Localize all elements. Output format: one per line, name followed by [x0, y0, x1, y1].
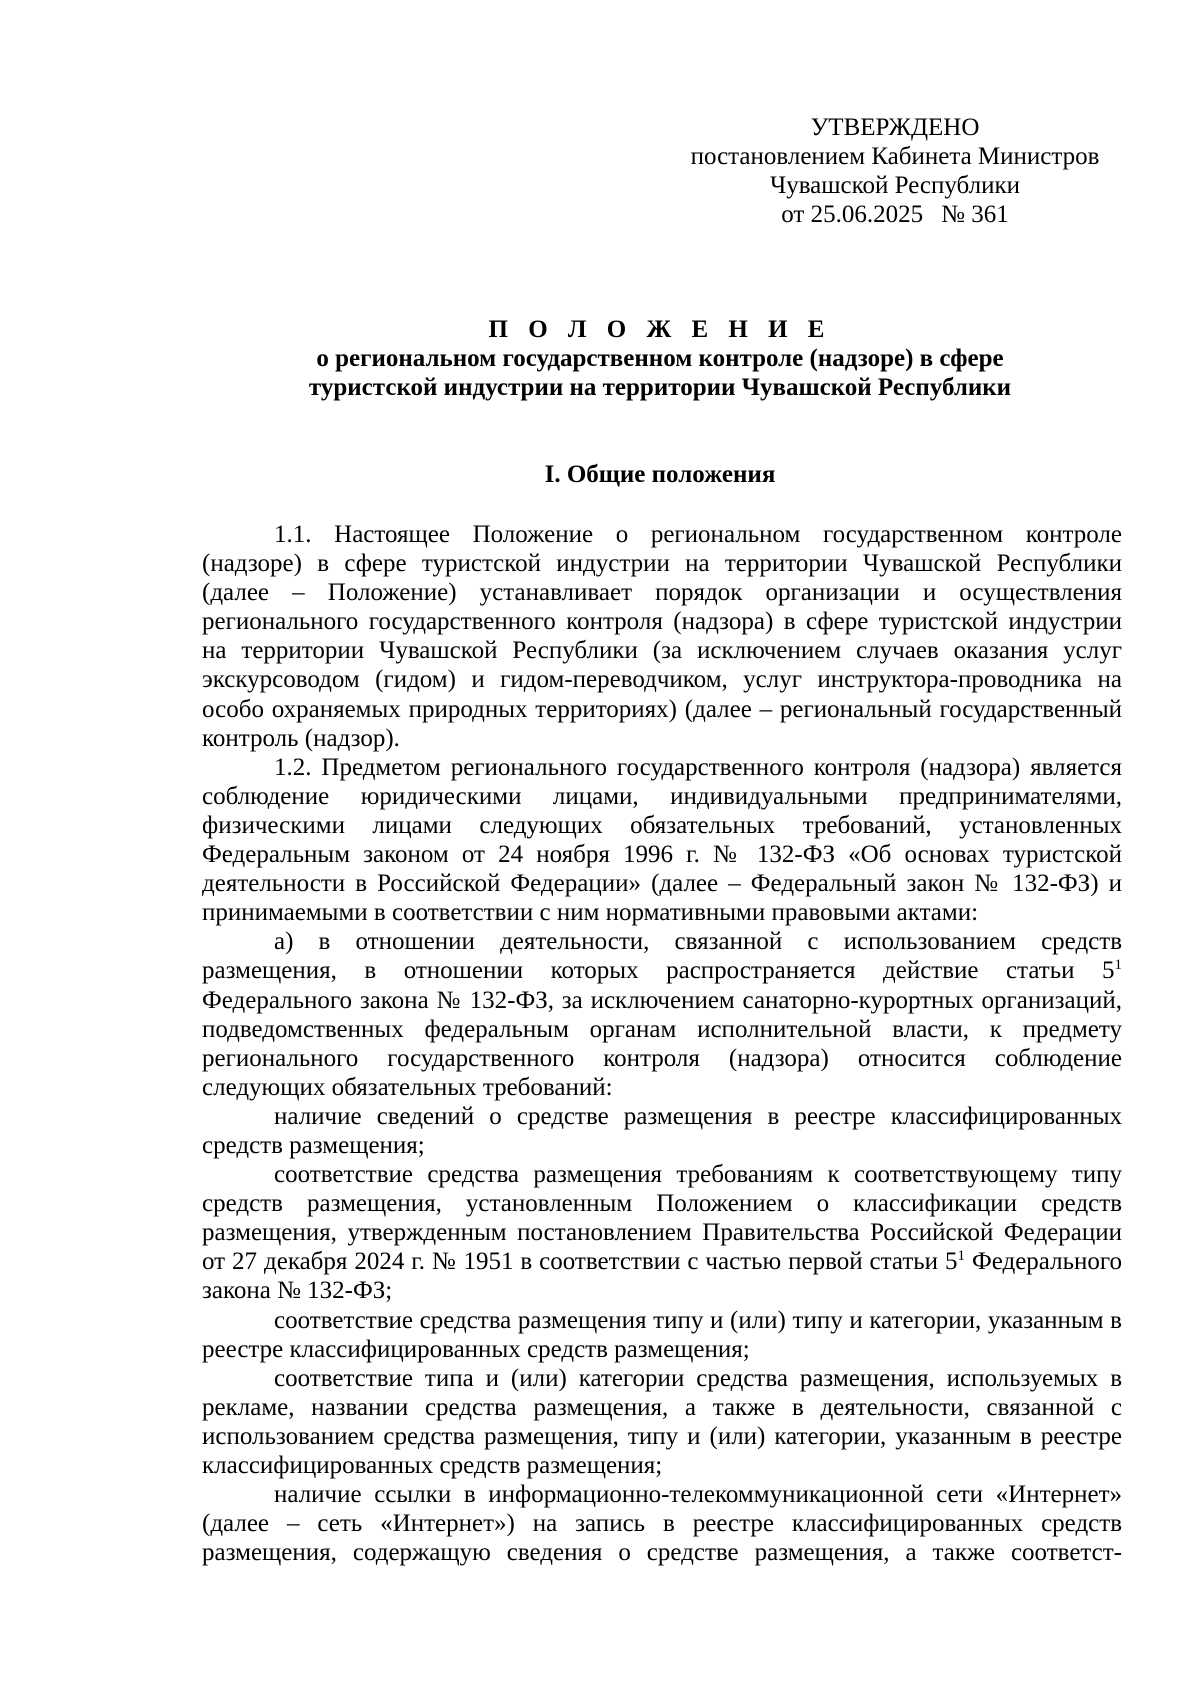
- paragraph-type-category: соответствие средства размещения типу и (или) типу и категории, указанным в реестре классифицированных средств размещения;: [202, 1306, 1122, 1363]
- superscript: 1: [957, 1248, 965, 1265]
- paragraph-1-2: 1.2. Предметом регионального государственного контроля (надзора) является соблюдение юридическими лицами, индивидуальными предпринимателями, физическими лицами следующих обязательных требований, установленных Федеральным законом от 24 ноября 1996 г. № 132-ФЗ «Об основах туристской деятельности в Российской Федерации» (далее – Федеральный закон № 132-ФЗ) и принимаемыми в соответствии с ним нормативными правовыми актами:: [202, 753, 1122, 927]
- paragraph-advertising: соответствие типа и (или) категории средства размещения, используемых в рекламе, названии средства размещения, а также в деятельности, связанной с использованием средства размещения, типу и (или) категории, указанным в реестре классифицированных средств размещения;: [202, 1364, 1122, 1479]
- paragraph-internet-link: наличие ссылки в информационно-телекоммуникационной сети «Интернет» (далее – сеть «Интернет») на запись в реестре классифицированных средств размещения, содержащую сведения о средстве размещения, а также соответст-: [202, 1481, 1122, 1567]
- title-subtitle-line1: о региональном государственном контроле (надзоре) в сфере: [316, 345, 1004, 372]
- paragraph-type-compliance: [202, 1160, 1122, 1305]
- approval-authority: постановлением Кабинета Министров: [690, 143, 1100, 170]
- paragraph-a: [202, 927, 1122, 1102]
- approval-label: УТВЕРЖДЕНО: [810, 114, 980, 141]
- superscript: 1: [1114, 957, 1122, 974]
- approval-date-number: [660, 200, 1130, 229]
- approval-number: № 361: [941, 201, 1009, 228]
- approval-date: от 25.06.2025: [781, 201, 924, 228]
- approval-region: Чувашской Республики: [769, 172, 1021, 199]
- document-title: [200, 315, 1120, 402]
- paragraph-type-compliance-text: соответствие средства размещения требованиям к соответствующему типу средств размещения, установленным Положением о классификации средств размещения, утвержденным постановлением Правительства Российской Федерации от 27 декабря 2024 г. № 1951 в соответствии с частью первой статьи 5: [202, 1161, 1122, 1276]
- title-subtitle-line2: туристской индустрии на территории Чувашской Республики: [308, 374, 1012, 401]
- section-heading: I. Общие положения: [544, 461, 776, 488]
- document-body: [202, 520, 1122, 1567]
- title-main: П О Л О Ж Е Н И Е: [488, 316, 832, 343]
- paragraph-type-compliance-text-cont: Федерального закона № 132-ФЗ;: [202, 1248, 1122, 1305]
- paragraph-registry-info: наличие сведений о средстве размещения в реестре классифицированных средств размещения;: [202, 1102, 1122, 1159]
- paragraph-a-text: а) в отношении деятельности, связанной с использованием средств размещения, в отношении которых распространяется действие статьи 5: [202, 928, 1122, 985]
- approval-stamp: [660, 113, 1130, 229]
- paragraph-1-1: 1.1. Настоящее Положение о региональном государственном контроле (надзоре) в сфере туристской индустрии на территории Чувашской Республики (далее – Положение) устанавливает порядок организации и осуществления регионального государственного контроля (надзора) в сфере туристской индустрии на территории Чувашской Республики (за исключением случаев оказания услуг экскурсоводом (гидом) и гидом-переводчиком, услуг инструктора-проводника на особо охраняемых природных территориях) (далее – региональный государственный контроль (надзор).: [202, 521, 1122, 752]
- paragraph-a-text-cont: Федерального закона № 132-ФЗ, за исключением санаторно-курортных организаций, подведомственных федеральным органам исполнительной власти, к предмету регионального государственного контроля (надзора) относится соблюдение следующих обязательных требований:: [202, 986, 1122, 1101]
